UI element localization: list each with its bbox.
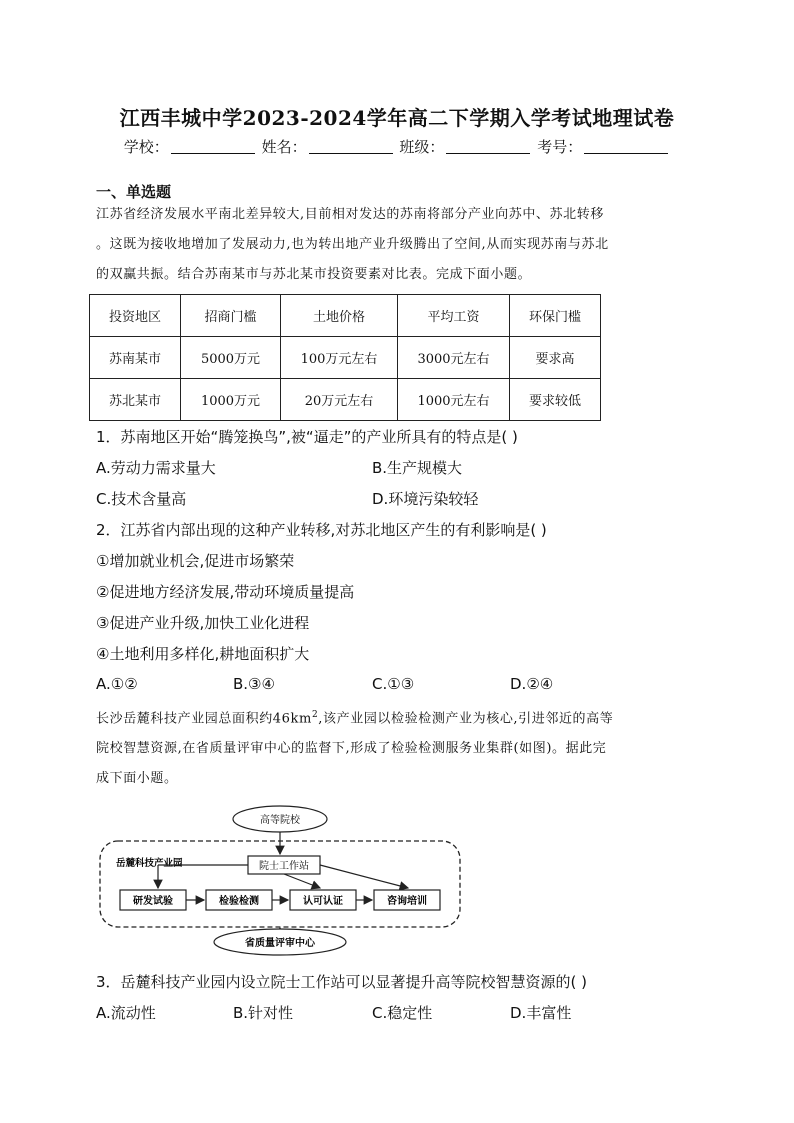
investment-table (89, 294, 601, 421)
name-blank[interactable] (309, 139, 393, 154)
student-info-line (0, 136, 794, 157)
passage-1-line: 的双赢共振。结合苏南某市与苏北某市投资要素对比表。完成下面小题。 (96, 267, 532, 282)
table-cell: 要求高 (510, 337, 601, 379)
q3-option-b[interactable]: B.针对性 (233, 1004, 294, 1022)
q3-option-a[interactable]: A.流动性 (96, 1004, 156, 1022)
table-row (90, 337, 601, 379)
chain-label: 研发试验 (133, 896, 173, 907)
passage-2-text: ,该产业园以检验检测产业为核心,引进邻近的高等 (318, 711, 614, 727)
exam-title: 江西丰城中学2023-2024学年高二下学期入学考试地理试卷 (119, 106, 675, 130)
table-cell: 20万元左右 (281, 379, 398, 421)
table-cell: 1000元左右 (398, 379, 510, 421)
q2-option-b[interactable]: B.③④ (233, 675, 275, 693)
park-label: 岳麓科技产业园 (116, 858, 183, 869)
passage-2-line: 院校智慧资源,在省质量评审中心的监督下,形成了检验检测服务业集群(如图)。据此完 (96, 741, 607, 757)
chain-label: 认可认证 (303, 896, 343, 907)
q1-option-a[interactable]: A.劳动力需求量大 (96, 459, 216, 477)
q1-option-c[interactable]: C.技术含量高 (96, 490, 187, 508)
question-3-stem: 3．岳麓科技产业园内设立院士工作站可以显著提升高等院校智慧资源的( ) (96, 973, 588, 991)
station-label: 院士工作站 (259, 861, 309, 872)
table-cell: 5000万元 (181, 337, 281, 379)
passage-1-line: 江苏省经济发展水平南北差异较大,目前相对发达的苏南将部分产业向苏中、苏北转移 (96, 207, 604, 222)
q3-option-c[interactable]: C.稳定性 (372, 1004, 433, 1022)
name-label: 姓名： (261, 138, 307, 156)
q2-option-a[interactable]: A.①② (96, 675, 138, 693)
q2-statement-4: ④土地利用多样化,耕地面积扩大 (96, 645, 310, 663)
arrow (320, 865, 408, 888)
passage-2-line: 成下面小题。 (96, 771, 178, 787)
q3-option-d[interactable]: D.丰富性 (510, 1004, 572, 1022)
passage-2-line (96, 700, 701, 734)
quality-center-label: 省质量评审中心 (245, 938, 315, 949)
q1-option-d[interactable]: D.环境污染较轻 (372, 490, 479, 508)
passage-2 (96, 700, 701, 794)
university-label: 高等院校 (260, 815, 300, 826)
q2-option-d[interactable]: D.②④ (510, 675, 554, 693)
table-cell: 100万元左右 (281, 337, 398, 379)
question-2-stem: 2．江苏省内部出现的这种产业转移,对苏北地区产生的有利影响是( ) (96, 521, 547, 539)
table-cell: 苏北某市 (90, 379, 181, 421)
chain-label: 检验检测 (219, 896, 259, 907)
table-header-cell: 平均工资 (398, 295, 510, 337)
table-header-cell: 投资地区 (90, 295, 181, 337)
class-blank[interactable] (446, 139, 530, 154)
table-row (90, 379, 601, 421)
q1-option-b[interactable]: B.生产规模大 (372, 459, 463, 477)
school-blank[interactable] (171, 139, 255, 154)
table-cell: 1000万元 (181, 379, 281, 421)
passage-1-line: 。这既为接收地增加了发展动力,也为转出地产业升级腾出了空间,从而实现苏南与苏北 (96, 237, 609, 252)
table-header-cell: 招商门槛 (181, 295, 281, 337)
q2-statement-2: ②促进地方经济发展,带动环境质量提高 (96, 583, 355, 601)
industry-cluster-diagram (96, 804, 466, 964)
arrow (284, 874, 320, 888)
table-header-row (90, 295, 601, 337)
table-cell: 苏南某市 (90, 337, 181, 379)
school-label: 学校： (123, 138, 169, 156)
table-cell: 3000元左右 (398, 337, 510, 379)
table-header-cell: 环保门槛 (510, 295, 601, 337)
exam-number-blank[interactable] (584, 139, 668, 154)
chain-label: 咨询培训 (387, 896, 427, 907)
question-1-stem: 1．苏南地区开始“腾笼换鸟”,被“逼走”的产业所具有的特点是( ) (96, 428, 518, 446)
passage-1 (96, 200, 701, 290)
q2-statement-3: ③促进产业升级,加快工业化进程 (96, 614, 310, 632)
exam-number-label: 考号： (537, 138, 583, 156)
superscript: 2 (311, 710, 319, 720)
section-heading: 一、单选题 (96, 183, 172, 201)
table-cell: 要求较低 (510, 379, 601, 421)
q2-option-c[interactable]: C.①③ (372, 675, 415, 693)
passage-2-text: 长沙岳麓科技产业园总面积约46km (96, 711, 312, 727)
table-header-cell: 土地价格 (281, 295, 398, 337)
class-label: 班级： (399, 138, 445, 156)
q2-statement-1: ①增加就业机会,促进市场繁荣 (96, 552, 295, 570)
